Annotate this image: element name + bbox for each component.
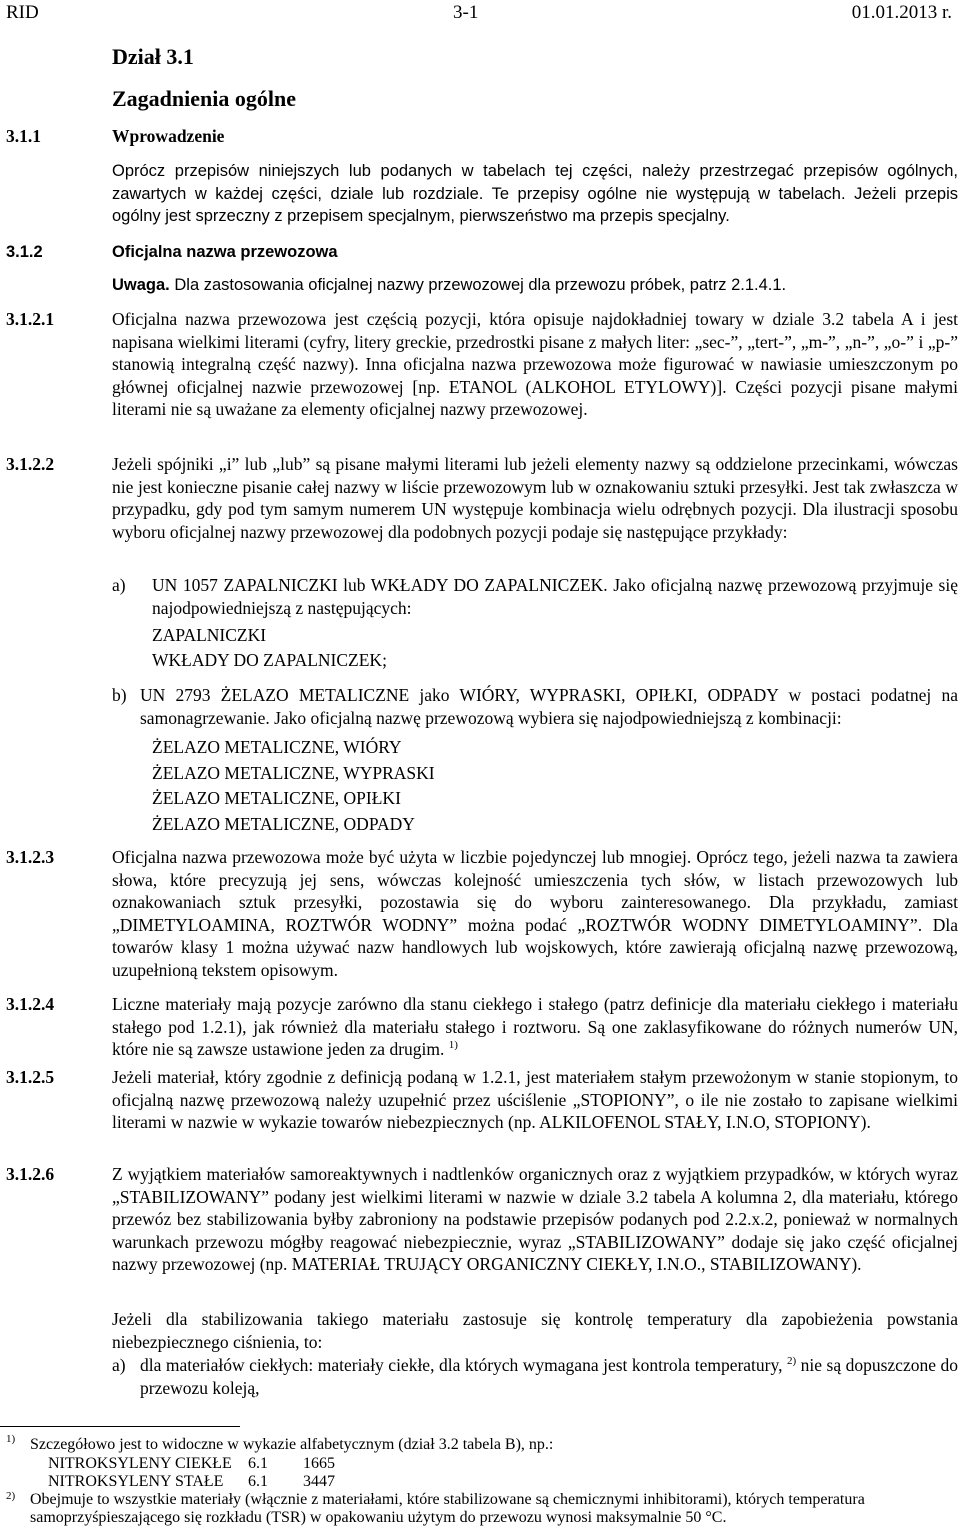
- body-line: ogólny jest sprzeczny z przepisem specjalnym, pierwszeństwo ma przepis specjalny.: [112, 207, 730, 225]
- example-name: ŻELAZO METALICZNE, ODPADY: [152, 813, 415, 834]
- section-body: Oficjalna nazwa przewozowa jest częścią pozycji, która opisuje najdokładniej towary w dziale 3.2 tabela A i jest napisana wielkimi literami (cyfry, litery greckie, przedrostki pisane z małych liter: „sec-”, „tert-”, „m-”, „n-”, „o-” i „p-” stanowią integralną część nazwy). Inna oficjalna nazwa przewozowa może figurować w nawiasie umieszczonym po głównej oficjalnej nazwie przewozowej [np. ETANOL (ALKOHOL ETYLOWY)]. Części pozycji pisane małymi literami nie są uważane za elementy oficjalnej nazwy przewozowej.: [112, 309, 958, 419]
- example-name: ZAPALNICZKI: [152, 625, 267, 645]
- section-number: 3.1.2.3: [6, 847, 55, 867]
- body-text: nie są dopuszczone do przewozu koleją,: [140, 1355, 958, 1398]
- example-name: WKŁADY DO ZAPALNICZEK;: [152, 650, 387, 670]
- footnote-mark: 2): [6, 1490, 16, 1502]
- list-item-text: UN 2793 ŻELAZO METALICZNE jako WIÓRY, WYPRASKI, OPIŁKI, ODPADY w postaci podatnej na samonagrzewanie. Jako oficjalną nazwę przewozową wybiera się najodpowiedniejszą z kombinacji:: [140, 685, 958, 728]
- section-body: Z wyjątkiem materiałów samoreaktywnych i nadtlenków organicznych oraz z wyjątkiem przypadków, w których wyraz „STABILIZOWANY” podany jest wielkimi literami w nazwie w dziale 3.2 tabela A kolumna 2, dla materiału, którego przewóz bez stabilizowania byłby zabroniony na podstawie przepisów podanych pod 2.2.x.2, ponieważ w normalnych warunkach przewozu mógłby reagować niebezpiecznie, wyraz „STABILIZOWANY” dodaje się jako część oficjalnej nazwy przewozowej (np. MATERIAŁ TRUJĄCY ORGANICZNY CIEKŁY, I.N.O., STABILIZOWANY).: [112, 1164, 958, 1274]
- cell-name: NITROKSYLENY STAŁE: [48, 1473, 224, 1490]
- table-row: [48, 1455, 408, 1473]
- header-center: 3-1: [453, 2, 479, 23]
- section-title: Oficjalna nazwa przewozowa: [112, 243, 338, 261]
- footnote-ref: 2): [786, 1355, 797, 1368]
- footnote-text: [30, 1491, 950, 1527]
- section-body: Jeżeli dla stabilizowania takiego materiału zastosuje się kontrolę temperatury dla zapobieżenia powstania niebezpiecznego ciśnienia, to:: [112, 1309, 958, 1352]
- footnote-line: Obejmuje to wszystkie materiały (włącznie z materiałami, które stabilizowane są chemicznymi inhibitorami), których temperatura: [30, 1491, 865, 1508]
- cell-un: 1665: [303, 1455, 335, 1472]
- header-left: RID: [6, 2, 39, 23]
- footnote-divider: [0, 1426, 240, 1427]
- list-item-text: UN 1057 ZAPALNICZKI lub WKŁADY DO ZAPALNICZEK. Jako oficjalną nazwę przewozową przyjmuje się najodpowiedniejszą z następujących:: [152, 575, 958, 618]
- example-names: [152, 623, 958, 673]
- body-text: Liczne materiały mają pozycje zarówno dla stanu ciekłego i stałego (patrz definicje dla materiału ciekłego i materiału stałego pod 1.2.1), jak również dla materiału stałego i roztworu. Są one zaklasyfikowane do różnych numerów UN, które nie są zawsze ustawione jeden za drugim.: [112, 994, 958, 1059]
- section-title: Wprowadzenie: [112, 126, 225, 146]
- example-name: ŻELAZO METALICZNE, WYPRASKI: [152, 762, 435, 783]
- section-number: 3.1.2.6: [6, 1164, 55, 1184]
- note-label: Uwaga.: [112, 276, 170, 294]
- section-number: 3.1.2: [6, 243, 43, 261]
- list-item-label: b): [112, 685, 127, 705]
- example-names: [152, 735, 958, 837]
- list-item-label: a): [112, 575, 126, 595]
- note-text: Dla zastosowania oficjalnej nazwy przewozowej dla przewozu próbek, patrz 2.1.4.1.: [174, 276, 787, 294]
- note: [112, 274, 786, 297]
- footnote-text: Szczegółowo jest to widoczne w wykazie alfabetycznym (dział 3.2 tabela B), np.:: [30, 1436, 554, 1453]
- footnote-line: samoprzyśpieszającego się rozkładu (TSR) w opakowaniu użytym do przewozu wynosi maksymalnie 50 °C.: [30, 1509, 727, 1526]
- section-body: Jeżeli materiał, który zgodnie z definicją podaną w 1.2.1, jest materiałem stałym przewożonym w stanie stopionym, to oficjalną nazwę przewozową należy uzupełnić przez uściślenie „STOPIONY”, o ile nie zostało to zapisane wielkimi literami w nazwie w wykazie towarów niebezpiecznych (np. ALKILOFENOL STAŁY, I.N.O, STOPIONY).: [112, 1067, 958, 1132]
- footnote-mark: 1): [6, 1433, 16, 1445]
- example-name: ŻELAZO METALICZNE, OPIŁKI: [152, 788, 401, 808]
- example-name: ŻELAZO METALICZNE, WIÓRY: [152, 737, 402, 757]
- section-body: Jeżeli spójniki „i” lub „lub” są pisane małymi literami lub jeżeli elementy nazwy są oddzielone przecinkami, wówczas nie jest konieczne pisanie całej nazwy w liście przewozowym lub w oznakowaniu sztuki przesyłki. Jest tak zwłaszcza w przypadku, gdy pod tym samym numerem UN występuje kombinacja wielu odrębnych pozycji. Dla ilustracji sposobu wyboru oficjalnej nazwy przewozowej dla podobnych pozycji podaje się następujące przykłady:: [112, 454, 958, 542]
- section-number: 3.1.2.4: [6, 994, 55, 1014]
- cell-name: NITROKSYLENY CIEKŁE: [48, 1455, 232, 1472]
- section-number: 3.1.2.2: [6, 454, 55, 474]
- cell-un: 3447: [303, 1473, 335, 1490]
- cell-class: 6.1: [248, 1473, 268, 1490]
- section-number: 3.1.1: [6, 126, 41, 146]
- chapter-title: Dział 3.1: [112, 44, 194, 69]
- chapter-subtitle: Zagadnienia ogólne: [112, 86, 296, 111]
- section-body: [112, 993, 958, 1061]
- section-number: 3.1.2.5: [6, 1067, 55, 1087]
- body-line: Oprócz przepisów niniejszych lub podanych w tabelach tej części, należy przestrzegać przepisów ogólnych,: [112, 162, 958, 180]
- body-text: dla materiałów ciekłych: materiały ciekłe, dla których wymagana jest kontrola temperatury,: [140, 1355, 783, 1375]
- table-row: [48, 1473, 408, 1491]
- cell-class: 6.1: [248, 1455, 268, 1472]
- header-right: 01.01.2013 r.: [851, 2, 952, 23]
- list-item-label: a): [112, 1355, 126, 1375]
- footnote-ref: 1): [448, 1039, 458, 1052]
- list-item-text: [140, 1354, 958, 1399]
- section-body: Oficjalna nazwa przewozowa może być użyta w liczbie pojedynczej lub mnogiej. Oprócz tego, jeżeli nazwa ta zawiera słowa, które precyzują jej sens, wówczas kolejność umieszczenia tych słów, w listach przewozowych lub oznakowaniach sztuk przesyłki, pozostawia się do wyboru zainteresowanego. Dla przykładu, zamiast „DIMETYLOAMINA, ROZTWÓR WODNY” można podać „ROZTWÓR WODNY DIMETYLOAMINY”. Dla towarów klasy 1 można używać nazw handlowych lub wojskowych, które zawierają oficjalną nazwę przewozową, uzupełnioną tekstem opisowym.: [112, 847, 958, 980]
- body-line: zawartych w każdej części, dziale lub rozdziale. Te przepisy ogólne nie występują w tabelach. Jeżeli przepis: [112, 184, 958, 203]
- list-item: [112, 574, 958, 673]
- section-number: 3.1.2.1: [6, 309, 55, 329]
- footnote-table: [48, 1455, 408, 1491]
- list-item: [112, 1354, 958, 1399]
- section-body: [112, 160, 958, 228]
- list-item: [112, 684, 958, 837]
